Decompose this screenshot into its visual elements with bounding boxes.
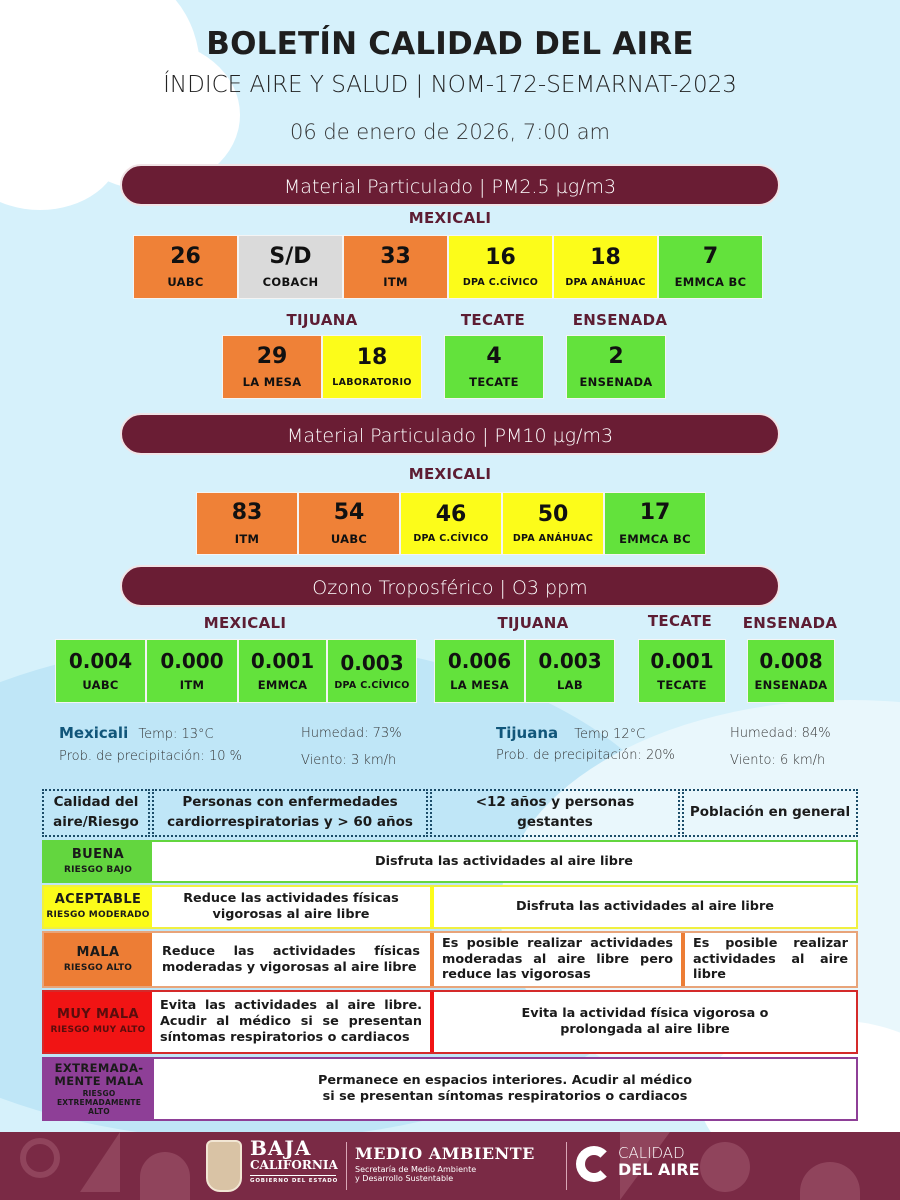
weather-precip: Prob. de precipitación: 10 % [59, 749, 243, 764]
station-card: 0.000 ITM [146, 639, 238, 703]
header-air-quality: Calidad del aire/Riesgo [42, 789, 150, 837]
risk-row-aceptable [42, 885, 858, 929]
o3-city-ensenada: ENSENADA [742, 614, 838, 632]
recommendation-cell: Permanece en espacios interiores. Acudir al médico si se presentan síntomas respiratorios o cardiacos [154, 1059, 856, 1119]
weather-humidity: Humedad: 73% [301, 726, 402, 741]
recommendation-cell: Disfruta las actividades al aire libre [434, 887, 856, 927]
decorative-pattern [800, 1162, 860, 1200]
risk-table-header [42, 789, 858, 837]
station-card: 16 DPA C.CÍVICO [448, 235, 553, 299]
weather-mexicali-line1 [59, 724, 214, 742]
weather-wind: Viento: 3 km/h [301, 753, 397, 768]
risk-level-cell: MUY MALA RIESGO MUY ALTO [50, 1007, 146, 1036]
station-card: 0.008 ENSENADA [747, 639, 835, 703]
pm25-city-mexicali: MEXICALI [408, 209, 492, 227]
o3-tijuana-row [434, 639, 615, 703]
risk-level-cell: BUENA RIESGO BAJO [63, 846, 133, 875]
station-card: 0.004 UABC [55, 639, 146, 703]
program-logo: CALIDAD DEL AIRE [618, 1144, 700, 1179]
pm10-city-mexicali: MEXICALI [408, 465, 492, 483]
recommendation-cell: Evita las actividades al aire libre. Acudir al médico si se presentan síntomas respiratorios o cardiacos [152, 992, 430, 1052]
pm25-banner: Material Particulado | PM2.5 µg/m3 [120, 164, 780, 206]
station-card: 50 DPA ANÁHUAC [502, 492, 604, 555]
pm25-city-tecate: TECATE [460, 311, 526, 329]
header-children-pregnant: <12 años y personas gestantes [430, 789, 680, 837]
station-card: 0.001 EMMCA [238, 639, 327, 703]
risk-row-extremadamente-mala [42, 1057, 858, 1121]
station-card: 0.003 DPA C.CÍVICO [327, 639, 417, 703]
pm10-banner: Material Particulado | PM10 µg/m3 [120, 413, 780, 455]
decorative-pattern [80, 1132, 120, 1192]
station-card: 0.003 LAB [525, 639, 615, 703]
station-card: 2 ENSENADA [566, 335, 666, 399]
decorative-pattern [700, 1142, 750, 1192]
pm25-tecate-row [444, 335, 544, 399]
state-logo: BAJA CALIFORNIA GOBIERNO DEL ESTADO [250, 1136, 339, 1184]
station-card: 46 DPA C.CÍVICO [400, 492, 502, 555]
risk-row-muy-mala [42, 990, 858, 1054]
pm10-mexicali-row [196, 492, 706, 555]
air-quality-logo-icon [576, 1146, 612, 1182]
divider [346, 1142, 347, 1190]
station-card: S/D COBACH [238, 235, 343, 299]
risk-level-cell: ACEPTABLE RIESGO MODERADO [46, 892, 150, 921]
o3-mexicali-row [55, 639, 417, 703]
station-card: 7 EMMCA BC [658, 235, 763, 299]
weather-city-mexicali: Mexicali [59, 724, 129, 742]
recommendation-cell: Reduce las actividades físicas vigorosas al aire libre [152, 887, 430, 927]
station-card: 29 LA MESA [222, 335, 322, 399]
risk-row-buena [42, 840, 858, 883]
state-crest-icon [206, 1140, 242, 1192]
pm25-city-ensenada: ENSENADA [572, 311, 668, 329]
station-card: 26 UABC [133, 235, 238, 299]
header-cardio-elderly: Personas con enfermedades cardiorrespiratorias y > 60 años [152, 789, 428, 837]
o3-city-tecate: TECATE [647, 612, 713, 630]
weather-city-tijuana: Tijuana [496, 724, 559, 742]
risk-level-cell: MALA RIESGO ALTO [63, 944, 133, 973]
decorative-pattern [140, 1152, 190, 1200]
station-card: 33 ITM [343, 235, 448, 299]
weather-wind: Viento: 6 km/h [730, 753, 826, 768]
station-card: 4 TECATE [444, 335, 544, 399]
weather-temp: Temp: 13°C [138, 727, 214, 742]
station-card: 83 ITM [196, 492, 298, 555]
risk-level-cell: EXTREMADA-MENTE MALA RIESGO EXTREMADAMENTE ALTO [54, 1060, 144, 1116]
risk-row-mala [42, 931, 858, 988]
pm25-ensenada-row [566, 335, 666, 399]
page-title: BOLETÍN CALIDAD DEL AIRE [206, 26, 694, 62]
o3-city-tijuana: TIJUANA [497, 614, 569, 632]
weather-humidity: Humedad: 84% [730, 726, 831, 741]
recommendation-cell: Es posible realizar actividades al aire libre [685, 933, 856, 986]
recommendation-cell: Reduce las actividades físicas moderadas y vigorosas al aire libre [152, 933, 430, 986]
o3-city-mexicali: MEXICALI [203, 614, 287, 632]
o3-banner: Ozono Troposférico | O3 ppm [120, 565, 780, 607]
department-logo: MEDIO AMBIENTE Secretaría de Medio Ambiente y Desarrollo Sustentable [355, 1144, 535, 1183]
pm25-mexicali-row [133, 235, 763, 299]
station-card: 18 LABORATORIO [322, 335, 422, 399]
weather-precip: Prob. de precipitación: 20% [496, 748, 675, 763]
recommendation-cell: Es posible realizar actividades moderadas al aire libre pero reduce las vigorosas [434, 933, 681, 986]
station-card: 0.001 TECATE [638, 639, 726, 703]
station-card: 54 UABC [298, 492, 400, 555]
bulletin-date: 06 de enero de 2026, 7:00 am [289, 120, 611, 144]
pm25-city-tijuana: TIJUANA [286, 311, 358, 329]
pm25-tijuana-row [222, 335, 422, 399]
station-card: 18 DPA ANÁHUAC [553, 235, 658, 299]
station-card: 0.006 LA MESA [434, 639, 525, 703]
footer [0, 1132, 900, 1200]
weather-temp: Temp 12°C [574, 727, 646, 742]
recommendation-cell: Disfruta las actividades al aire libre [152, 842, 856, 881]
weather-tijuana-line1 [496, 724, 645, 742]
recommendation-cell: Evita la actividad física vigorosa o prolongada al aire libre [434, 992, 856, 1052]
divider [566, 1142, 567, 1190]
o3-tecate-row [638, 639, 726, 703]
station-card: 17 EMMCA BC [604, 492, 706, 555]
risk-table [42, 789, 858, 1124]
header-general-population: Población en general [682, 789, 858, 837]
o3-ensenada-row [747, 639, 835, 703]
decorative-pattern [20, 1138, 60, 1178]
page-subtitle: ÍNDICE AIRE Y SALUD | NOM-172-SEMARNAT-2023 [163, 72, 737, 98]
